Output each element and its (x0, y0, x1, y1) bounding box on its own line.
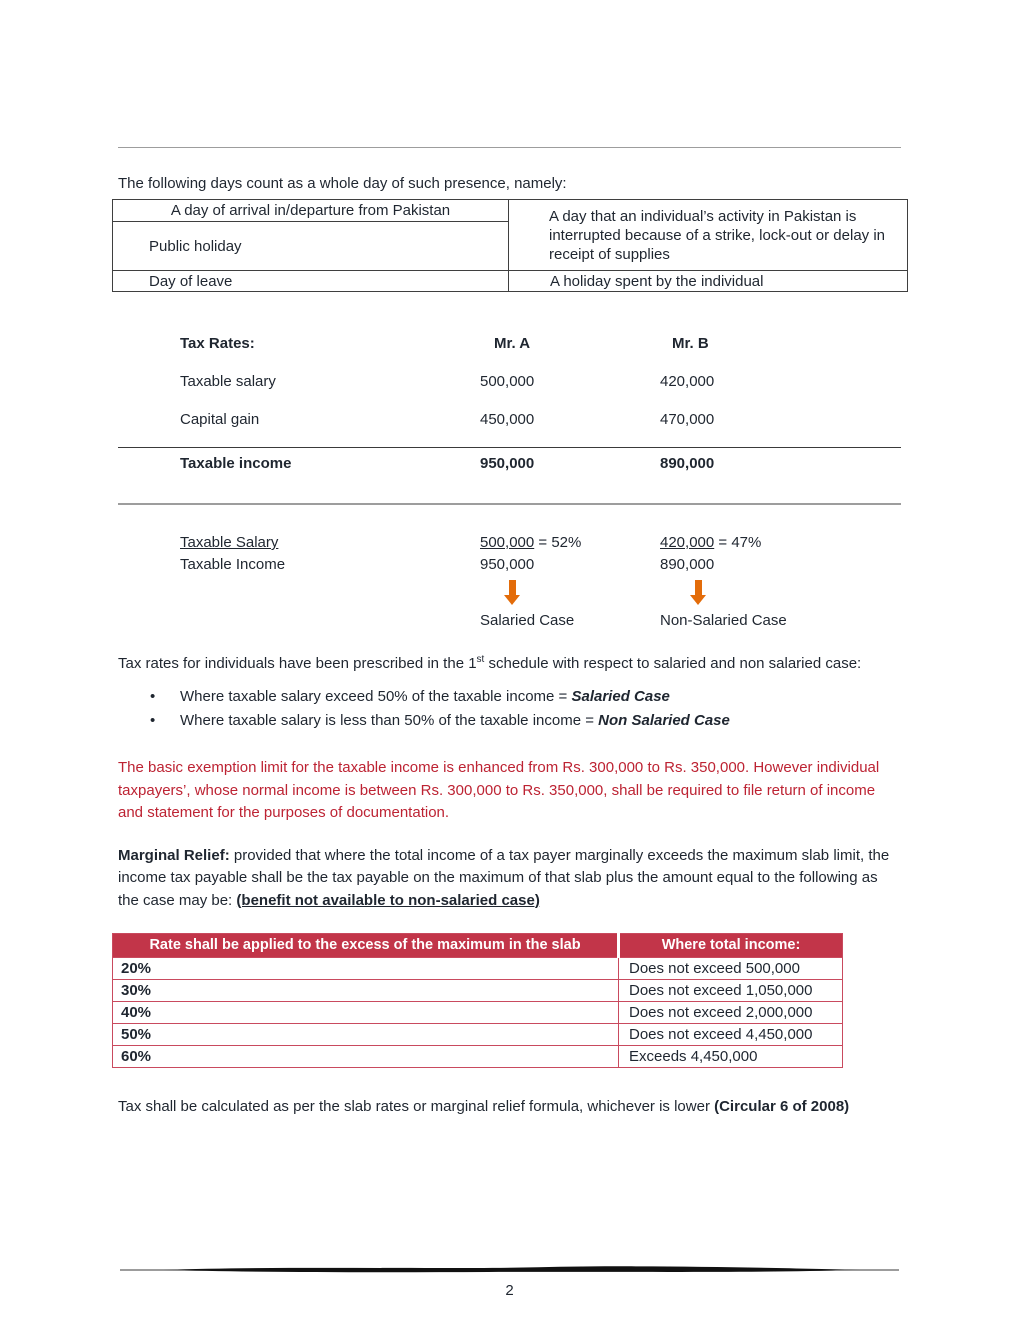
table-row (113, 958, 843, 980)
rate-cell: 30% (113, 980, 619, 1002)
ratio-calculation (118, 532, 901, 632)
table-row (113, 1046, 843, 1068)
rate-cell: 40% (113, 1002, 619, 1024)
list-item (118, 685, 901, 709)
row-label: Taxable salary (180, 373, 276, 390)
table-row (113, 980, 843, 1002)
ratio-a-denominator: 950,000 (480, 556, 535, 573)
table-cell: A holiday spent by the individual (509, 271, 908, 292)
ratio-label: Taxable Salary (180, 534, 279, 551)
schedule-note: Tax rates for individuals have been prescribed in the 1st schedule with respect to salaried and non salaried case: (118, 654, 862, 672)
income-cell: Does not exceed 1,050,000 (619, 980, 843, 1002)
superscript: st (476, 654, 485, 665)
ratio-a-numerator: 500,000 = 52% (480, 534, 582, 551)
marginal-relief-lead: Marginal Relief: (118, 846, 230, 864)
bullet-icon (150, 709, 180, 733)
ratio-b-result: = 47% (718, 534, 762, 551)
income-cell: Exceeds 4,450,000 (619, 1046, 843, 1068)
down-arrow-icon (504, 580, 521, 605)
presence-days-table (112, 199, 908, 292)
table-row (113, 271, 908, 292)
value-mr-b: 420,000 (660, 373, 715, 390)
tax-rates-row-salary (180, 371, 901, 393)
table-cell: A day of arrival in/departure from Pakistan (113, 200, 509, 222)
page-number: 2 (505, 1282, 514, 1299)
footer-rule (118, 1263, 901, 1275)
tax-rates-header-row (180, 333, 901, 355)
tax-rates-table (118, 333, 901, 431)
page-footer (118, 1262, 901, 1299)
ratio-a-result: = 52% (538, 534, 582, 551)
table-cell: Day of leave (113, 271, 509, 292)
value-mr-a: 500,000 (480, 373, 535, 390)
income-cell: Does not exceed 500,000 (619, 958, 843, 980)
value-mr-a: 450,000 (480, 411, 535, 428)
header-rule (118, 147, 901, 148)
col-header-mr-a: Mr. A (494, 335, 531, 352)
marginal-relief-slab-table (112, 933, 843, 1068)
case-emphasis: Salaried Case (571, 688, 670, 705)
down-arrow-icon (690, 580, 707, 605)
ratio-denominator-row (180, 554, 901, 576)
closing-paragraph: Tax shall be calculated as per the slab rates or marginal relief formula, whichever is lower (Circular 6 of 2008) (118, 1098, 850, 1115)
exemption-note: The basic exemption limit for the taxable income is enhanced from Rs. 300,000 to Rs. 350,000. However individual taxpayers’, whose normal income is between Rs. 300,000 to Rs. 350,000, shall be required to file return of income and statement for the purposes of documentation. (118, 759, 880, 821)
case-bullet-list (118, 685, 901, 733)
ratio-numerator-row (180, 532, 901, 554)
table-header-row (113, 934, 843, 958)
income-cell: Does not exceed 4,450,000 (619, 1024, 843, 1046)
ratio-case-row (180, 610, 901, 632)
header-income: Where total income: (619, 934, 843, 958)
header-rate: Rate shall be applied to the excess of the maximum in the slab (113, 934, 619, 958)
tax-rates-row-capital-gain (180, 409, 901, 431)
ratio-b-denominator: 890,000 (660, 556, 715, 573)
bullet-text: Where taxable salary exceed 50% of the taxable income = Salaried Case (180, 688, 670, 705)
salaried-case-label: Salaried Case (480, 612, 575, 629)
ratio-b-numerator: 420,000 = 47% (660, 534, 762, 551)
row-label: Taxable income (180, 455, 292, 472)
intro-paragraph: The following days count as a whole day of such presence, namely: (118, 175, 567, 192)
row-label: Capital gain (180, 411, 260, 428)
income-cell: Does not exceed 2,000,000 (619, 1002, 843, 1024)
rate-cell: 60% (113, 1046, 619, 1068)
page-content (118, 0, 901, 1118)
ratio-label: Taxable Income (180, 556, 286, 573)
col-header-mr-b: Mr. B (672, 335, 709, 352)
table-row (113, 1002, 843, 1024)
value-mr-b: 890,000 (660, 455, 715, 472)
value-mr-a: 950,000 (480, 455, 535, 472)
table-row (113, 1024, 843, 1046)
table-cell: A day that an individual’s activity in Pakistan is interrupted because of a strike, lock-out or delay in receipt of supplies (509, 200, 908, 271)
circular-reference: (Circular 6 of 2008) (714, 1098, 850, 1115)
marginal-relief-emphasis: (benefit not available to non-salaried case) (236, 891, 540, 909)
rate-cell: 20% (113, 958, 619, 980)
non-salaried-case-label: Non-Salaried Case (660, 612, 787, 629)
table-row (113, 200, 908, 222)
case-emphasis: Non Salaried Case (598, 712, 730, 729)
list-item (118, 709, 901, 733)
table-cell: Public holiday (113, 222, 509, 271)
table-rule-bottom (118, 503, 901, 505)
tax-rates-total (118, 448, 901, 475)
tax-rates-row-total (180, 448, 901, 475)
bullet-text: Where taxable salary is less than 50% of the taxable income = Non Salaried Case (180, 712, 730, 729)
bullet-icon (150, 685, 180, 709)
tax-rates-title: Tax Rates: (180, 335, 255, 352)
marginal-relief-paragraph: Marginal Relief: provided that where the total income of a tax payer marginally exceeds the maximum slab limit, the income tax payable shall be the tax payable on the maximum of that slab plus the amount equal to the following as the case may be: (benefit not available to non-salaried case) (118, 846, 890, 909)
rate-cell: 50% (113, 1024, 619, 1046)
value-mr-b: 470,000 (660, 411, 715, 428)
ratio-arrow-row (180, 580, 901, 607)
